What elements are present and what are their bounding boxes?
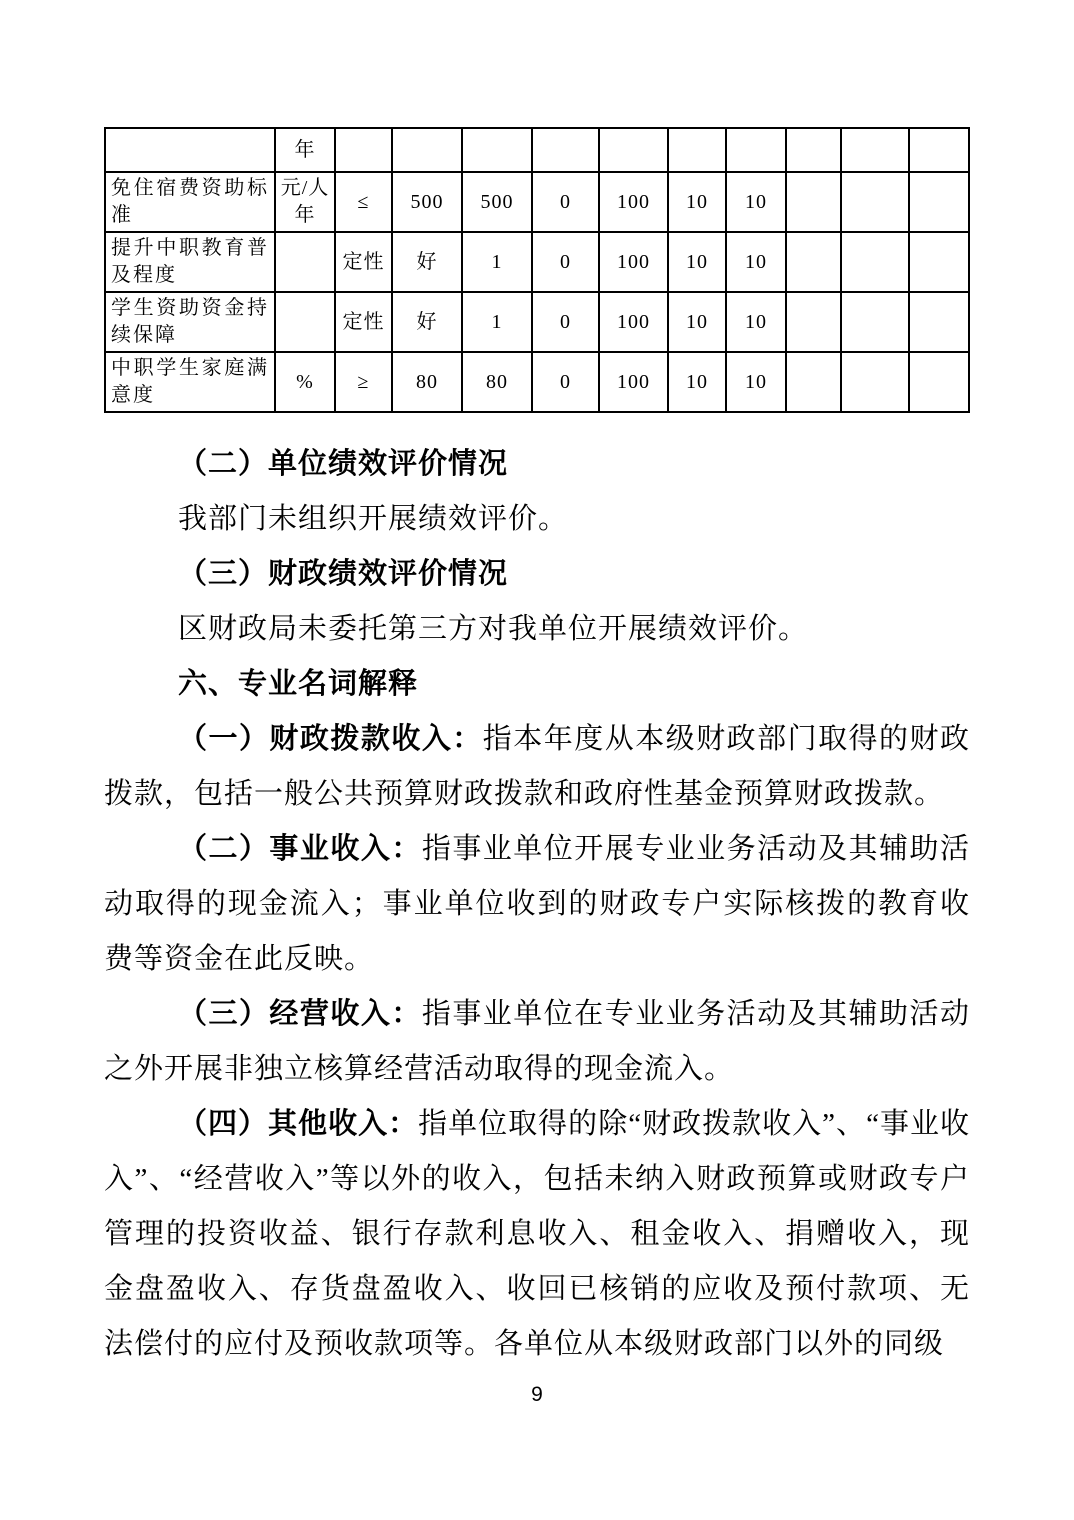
table-cell: 100 — [599, 232, 668, 292]
page-number: 9 — [531, 1383, 543, 1406]
table-cell: 100 — [599, 172, 668, 232]
table-cell — [599, 128, 668, 172]
table-cell: ≤ — [335, 172, 392, 232]
table-cell: 80 — [392, 352, 462, 412]
document-body — [104, 437, 970, 1372]
table-cell — [786, 352, 841, 412]
definition-term: （三）经营收入： — [178, 998, 422, 1030]
table-cell: 0 — [532, 232, 599, 292]
table-cell — [909, 128, 969, 172]
table-cell: 好 — [392, 292, 462, 352]
table-row — [105, 128, 969, 172]
table-cell — [786, 172, 841, 232]
table-cell: 10 — [726, 352, 786, 412]
table-cell — [909, 352, 969, 412]
definition-term: （四）其他收入： — [178, 1108, 419, 1140]
definition-term: （一）财政拨款收入： — [178, 723, 483, 755]
section-heading-unit-evaluation: （二）单位绩效评价情况 — [178, 448, 509, 480]
table-cell — [909, 232, 969, 292]
table-cell: 500 — [462, 172, 532, 232]
table-cell — [532, 128, 599, 172]
table-body — [105, 128, 969, 412]
table-cell — [909, 172, 969, 232]
table-cell: % — [275, 352, 335, 412]
table-cell — [275, 292, 335, 352]
definition-paragraph-business-income — [104, 987, 970, 1097]
table-cell: 10 — [726, 232, 786, 292]
table-cell: 中职学生家庭满意度 — [105, 352, 275, 412]
table-cell — [909, 292, 969, 352]
table-cell: 提升中职教育普及程度 — [105, 232, 275, 292]
section-heading-terms: 六、专业名词解释 — [178, 668, 419, 700]
table-cell — [105, 128, 275, 172]
table-cell: 元/人年 — [275, 172, 335, 232]
table-cell: 10 — [668, 292, 726, 352]
table-cell — [275, 232, 335, 292]
performance-indicator-table — [104, 127, 970, 413]
table-row — [105, 352, 969, 412]
table-cell — [668, 128, 726, 172]
table-cell: ≥ — [335, 352, 392, 412]
paragraph-unit-evaluation: 我部门未组织开展绩效评价。 — [178, 503, 569, 535]
table-row — [105, 292, 969, 352]
table-cell: 500 — [392, 172, 462, 232]
table-cell: 10 — [668, 352, 726, 412]
table-cell: 好 — [392, 232, 462, 292]
definition-text: 指事业单位开展专业业务活动及其辅助活动取得的现金流入；事业单位收到的财政专户实际核拨的教育收费等资金在此反映。 — [104, 833, 970, 975]
table-cell: 100 — [599, 352, 668, 412]
table-cell — [462, 128, 532, 172]
table-cell — [335, 128, 392, 172]
table-cell: 1 — [462, 292, 532, 352]
table-row — [105, 232, 969, 292]
table-cell: 80 — [462, 352, 532, 412]
table-cell: 0 — [532, 292, 599, 352]
table-cell: 10 — [726, 172, 786, 232]
table-cell — [392, 128, 462, 172]
table-cell: 免住宿费资助标准 — [105, 172, 275, 232]
table-cell: 0 — [532, 352, 599, 412]
table-cell — [786, 128, 841, 172]
table-cell — [786, 292, 841, 352]
table-cell: 定性 — [335, 292, 392, 352]
table-cell — [786, 232, 841, 292]
table-cell: 学生资助资金持续保障 — [105, 292, 275, 352]
table-cell — [841, 292, 909, 352]
table-cell: 100 — [599, 292, 668, 352]
table-cell — [726, 128, 786, 172]
definition-text: 指单位取得的除“财政拨款收入”、“事业收入”、“经营收入”等以外的收入，包括未纳入财政预算或财政专户管理的投资收益、银行存款利息收入、租金收入、捐赠收入，现金盘盈收入、存货盘盈收入、收回已核销的应收及预付款项、无法偿付的应付及预收款项等。各单位从本级财政部门以外的同级 — [104, 1108, 970, 1360]
table-cell: 年 — [275, 128, 335, 172]
table-cell: 定性 — [335, 232, 392, 292]
paragraph-fiscal-evaluation: 区财政局未委托第三方对我单位开展绩效评价。 — [178, 613, 809, 645]
definition-text: 指事业单位在专业业务活动及其辅助活动之外开展非独立核算经营活动取得的现金流入。 — [104, 998, 970, 1085]
table-cell — [841, 232, 909, 292]
definition-paragraph-operating-income — [104, 822, 970, 987]
table-cell: 10 — [668, 232, 726, 292]
table-row — [105, 172, 969, 232]
table-cell: 0 — [532, 172, 599, 232]
definition-text: 指本年度从本级财政部门取得的财政拨款，包括一般公共预算财政拨款和政府性基金预算财政拨款。 — [104, 723, 970, 810]
definition-paragraph-other-income — [104, 1097, 970, 1372]
table-cell: 1 — [462, 232, 532, 292]
table-cell: 10 — [726, 292, 786, 352]
definition-term: （二）事业收入： — [178, 833, 422, 865]
table-cell — [841, 352, 909, 412]
definition-paragraph-fiscal-appropriation — [104, 712, 970, 822]
table-cell — [841, 172, 909, 232]
table-cell: 10 — [668, 172, 726, 232]
table-cell — [841, 128, 909, 172]
section-heading-fiscal-evaluation: （三）财政绩效评价情况 — [178, 558, 509, 590]
